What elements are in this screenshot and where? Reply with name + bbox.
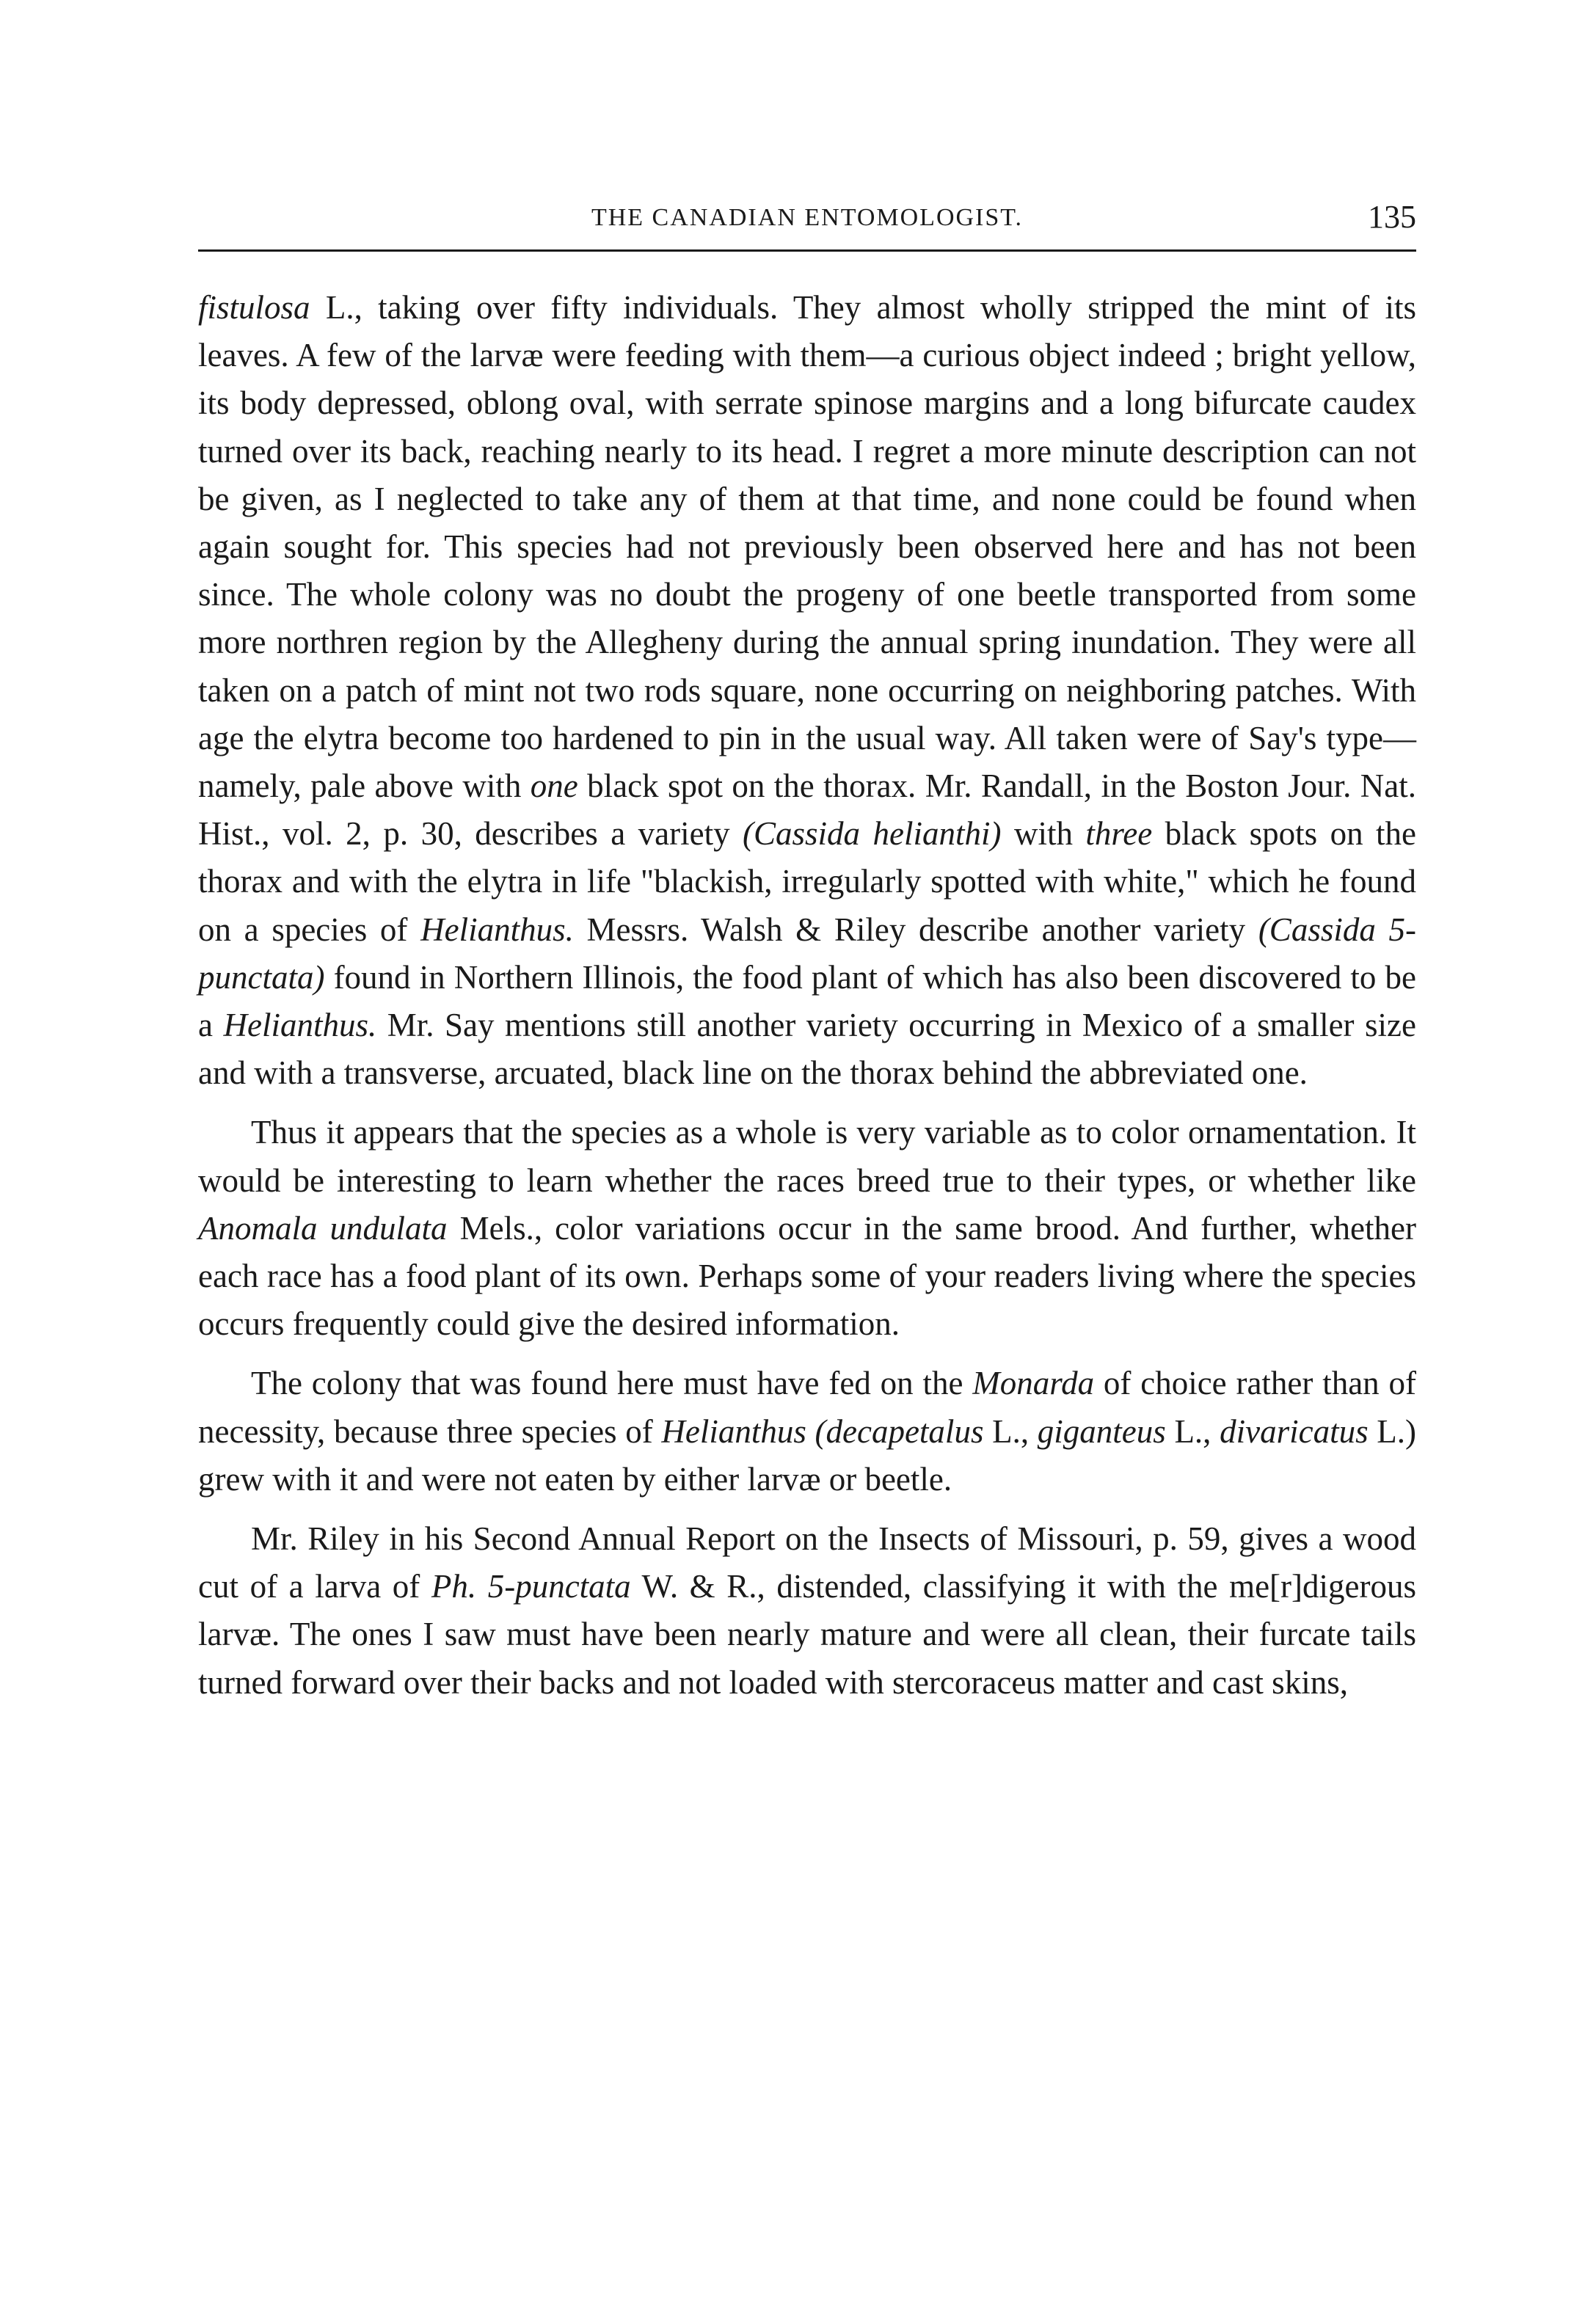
text-run: of choice rather than of necessity, because three species of [198,1365,1416,1450]
italic-text: Helianthus. [223,1007,377,1044]
text-run: The colony that was found here must have fed on the [251,1365,973,1402]
running-head [198,198,1416,252]
text-run: L.) grew with it and were not eaten by either larvæ or beetle. [198,1412,1416,1498]
italic-text: one [530,767,578,805]
text-run: Mr. Say mentions still another variety occurring in Mexico of a smaller size and with a transverse, arcuated, black line on the thorax behind the abbreviated one. [198,1007,1416,1092]
italic-text: Anomala undulata [198,1209,448,1247]
text-run: Mr. Riley in his Second Annual Report on the Insects of Missouri, p. 59, gives a wood cut of a larva of [198,1520,1416,1605]
text-run: Mels., color variations occur in the same brood. And further, whether each race has a food plant of its own. Perhaps some of your readers living where the species occurs frequently could give the desired information. [198,1209,1416,1343]
paragraph [198,284,1416,1097]
paragraph [198,1360,1416,1503]
text-run: L., taking over fifty individuals. They almost wholly stripped the mint of its leaves. A few of the larvæ were feeding with them—a curious object indeed ; bright yellow, its body depressed, oblong oval, with serrate spinose margins and a long bifurcate caudex turned over its back, reaching nearly to its head. I regret a more minute description can not be given, as I neglected to take any of them at that time, and none could be found when again sought for. This species had not previously been observed here and has not been since. The whole colony was no doubt the progeny of one beetle transported from some more northren region by the Allegheny during the annual spring inundation. They were all taken on a patch of mint not two rods square, none occurring on neighboring patches. With age the elytra become too hardened to pin in the usual way. All taken were of Say's type—namely, pale above with [198,289,1416,805]
running-title: THE CANADIAN ENTOMOLOGIST. [591,204,1024,231]
text-run: found in Northern Illinois, the food plant of which has also been discovered to be a [198,958,1416,1044]
text-run: black spots on the thorax and with the elytra in life "blackish, irregularly spotted with white," which he found on a species of [198,815,1417,948]
text-run: W. & R., distended, classifying it with the me[r]digerous larvæ. The ones I saw must have been nearly mature and were all clean, their furcate tails turned forward over their backs and not loaded with stercoraceus matter and cast skins, [198,1568,1416,1701]
text-run: Thus it appears that the species as a whole is very variable as to color ornamentation. It would be interesting to learn whether the races breed true to their types, or whether like [198,1114,1416,1199]
journal-page [198,198,1416,1718]
text-run: black spot on the thorax. Mr. Randall, in the Boston Jour. Nat. Hist., vol. 2, p. 30, describes a variety [198,767,1416,853]
page-number: 135 [1368,199,1416,235]
italic-text: divaricatus [1220,1412,1369,1450]
article-body [198,284,1416,1707]
italic-text: Helianthus (decapetalus [661,1412,984,1450]
text-run: L., [983,1412,1038,1450]
italic-text: (Cassida helianthi) [743,815,1002,853]
italic-text: Monarda [972,1365,1095,1402]
text-run: L., [1165,1412,1220,1450]
text-run: with [1001,815,1086,853]
italic-text: (Cassida 5-punctata) [198,911,1416,996]
italic-text: three [1085,815,1153,853]
italic-text: giganteus [1037,1412,1166,1450]
paragraph [198,1515,1416,1707]
italic-text: Ph. 5-punctata [431,1568,631,1605]
text-run: Messrs. Walsh & Riley describe another variety [573,911,1258,948]
paragraph [198,1109,1416,1348]
italic-text: Helianthus. [420,911,574,948]
italic-text: fistulosa [198,289,310,326]
